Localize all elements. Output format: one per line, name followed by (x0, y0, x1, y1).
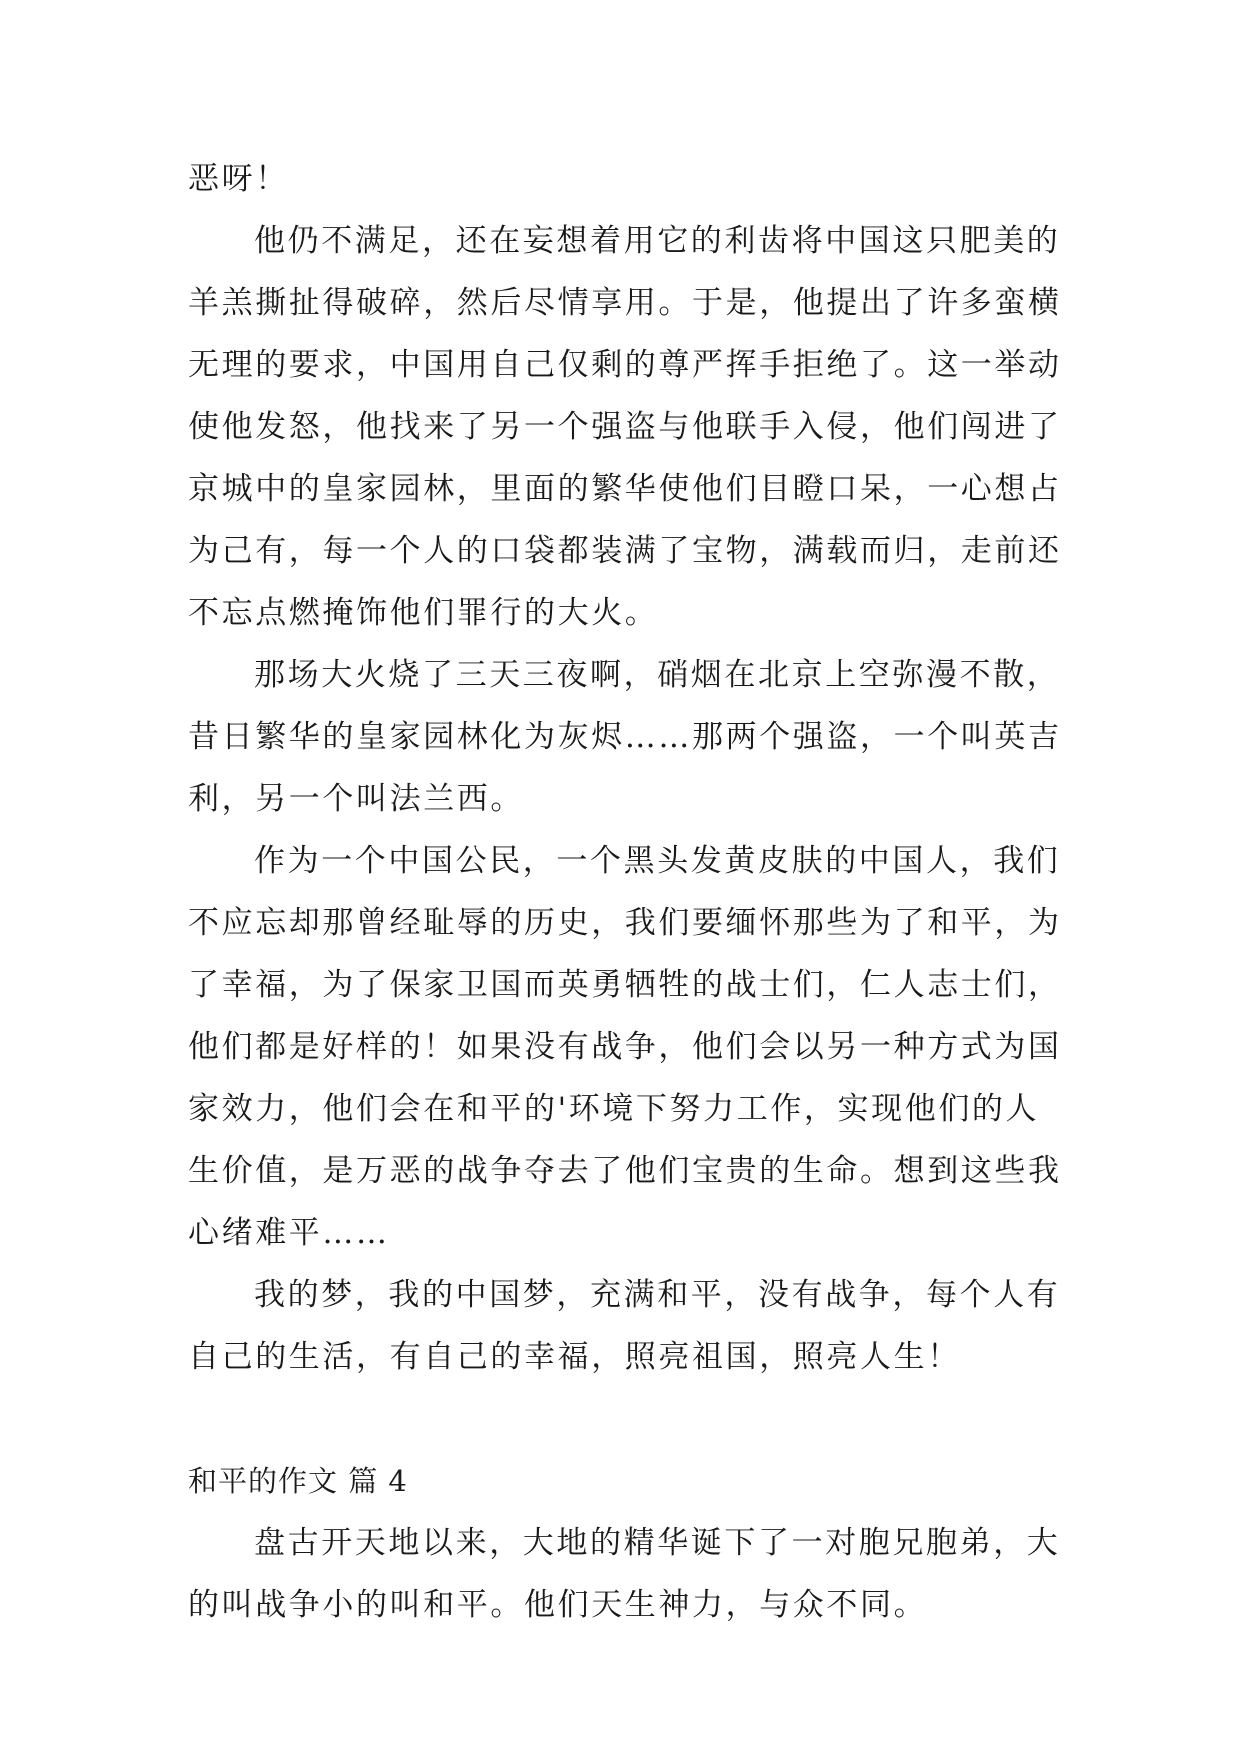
paragraph-1 (188, 210, 1062, 644)
paragraph-line: 不应忘却那曾经耻辱的历史，我们要缅怀那些为了和平，为 (188, 905, 1062, 941)
paragraph-line: 利，另一个叫法兰西。 (188, 781, 524, 817)
opening-line: 恶呀！ (188, 161, 289, 197)
paragraph-line: 不忘点燃掩饰他们罪行的大火。 (188, 595, 659, 631)
paragraph-4 (188, 1264, 1061, 1388)
paragraph-line: 盘古开天地以来，大地的精华诞下了一对胞兄胞弟，大 (254, 1525, 1061, 1561)
paragraph-line: 为己有，每一个人的口袋都装满了宝物，满载而归，走前还 (188, 533, 1062, 569)
paragraph-line: 生价值，是万恶的战争夺去了他们宝贵的生命。想到这些我 (188, 1153, 1062, 1189)
paragraph-line: 自己的生活，有自己的幸福，照亮祖国，照亮人生！ (188, 1339, 961, 1375)
paragraph-line: 他仍不满足，还在妄想着用它的利齿将中国这只肥美的 (254, 223, 1061, 259)
paragraph-line: 作为一个中国公民，一个黑头发黄皮肤的中国人，我们 (254, 843, 1061, 879)
paragraph-line: 羊羔撕扯得破碎，然后尽情享用。于是，他提出了许多蛮横 (188, 285, 1062, 321)
document-page (188, 148, 1062, 1636)
paragraph-5 (188, 1512, 1061, 1636)
section-heading: 和平的作文 篇 4 (188, 1464, 408, 1498)
paragraph-line: 京城中的皇家园林，里面的繁华使他们目瞪口呆，一心想占 (188, 471, 1062, 507)
paragraph-line: 的叫战争小的叫和平。他们天生神力，与众不同。 (188, 1587, 928, 1623)
section-spacer (188, 1388, 1058, 1450)
paragraph-line: 那场大火烧了三天三夜啊，硝烟在北京上空弥漫不散， (254, 657, 1061, 693)
paragraph-line: 家效力，他们会在和平的'环境下努力工作，实现他们的人 (188, 1091, 1040, 1127)
paragraph-line: 心绪难平…… (188, 1215, 390, 1251)
paragraph-line: 我的梦，我的中国梦，充满和平，没有战争，每个人有 (254, 1277, 1061, 1313)
paragraph-2 (188, 644, 1062, 830)
paragraph-line: 无理的要求，中国用自己仅剩的尊严挥手拒绝了。这一举动 (188, 347, 1062, 383)
paragraph-line: 使他发怒，他找来了另一个强盗与他联手入侵，他们闯进了 (188, 409, 1062, 445)
paragraph-line: 了幸福，为了保家卫国而英勇牺牲的战士们，仁人志士们， (188, 967, 1062, 1003)
paragraph-line: 他们都是好样的！如果没有战争，他们会以另一种方式为国 (188, 1029, 1062, 1065)
paragraph-3 (188, 830, 1062, 1264)
paragraph-line: 昔日繁华的皇家园林化为灰烬……那两个强盗，一个叫英吉 (188, 719, 1062, 755)
